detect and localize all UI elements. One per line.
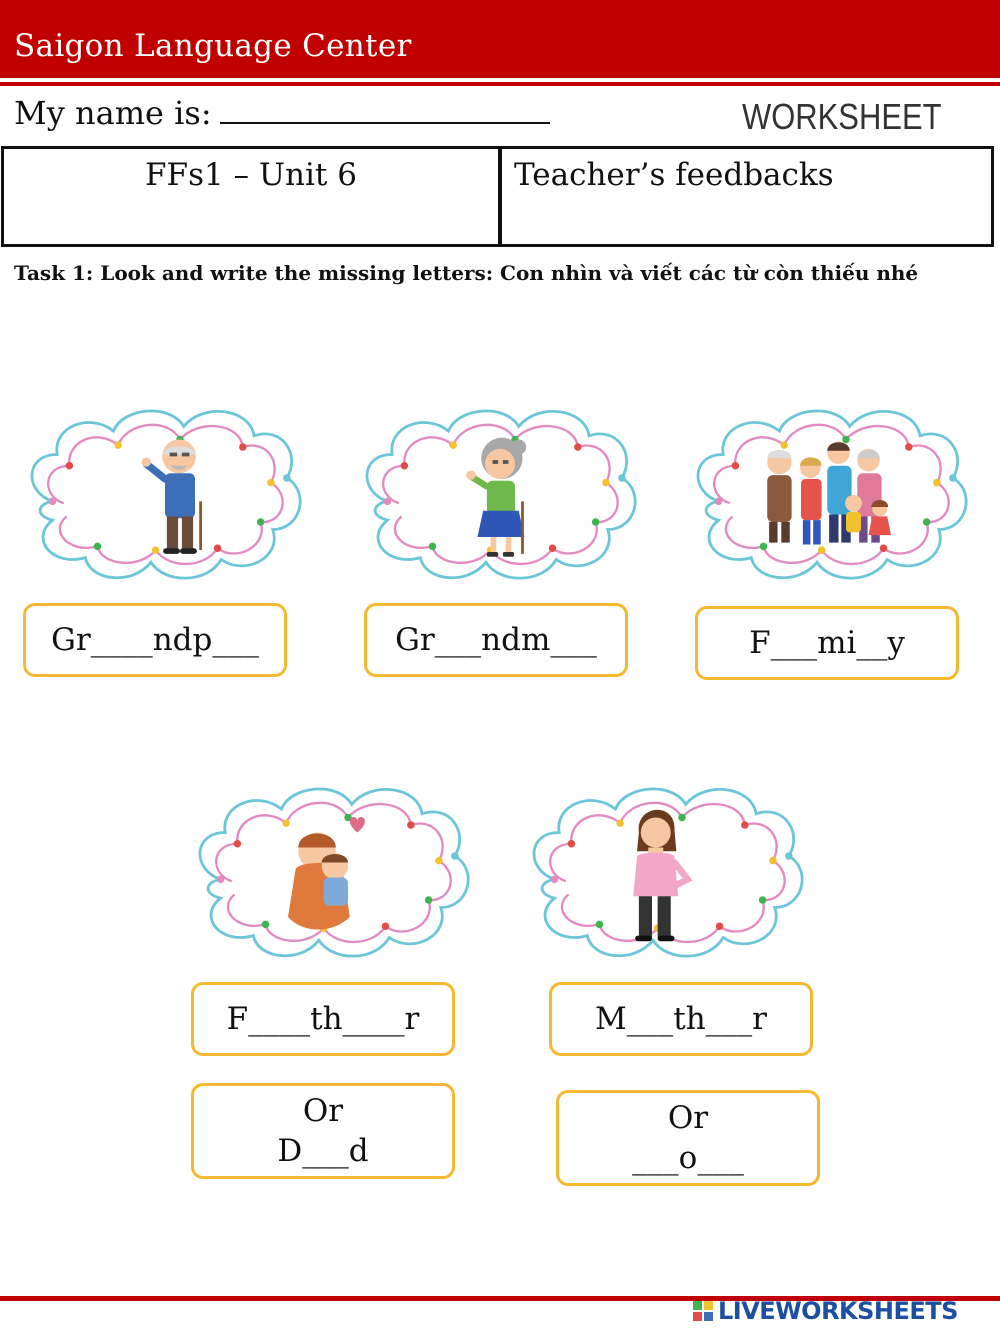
info-table-divider: [498, 149, 502, 244]
mother-icon: [633, 810, 687, 942]
or-label: Or: [302, 1093, 344, 1129]
family-picture: [681, 392, 981, 592]
task-instructions: Task 1: Look and write the missing letters: Con nhìn và viết các từ còn thiếu nhé: [14, 261, 919, 285]
family-answer-box[interactable]: [695, 606, 959, 680]
grandfather-word: Gr____ndp___: [51, 622, 259, 658]
name-input-line[interactable]: [220, 122, 550, 124]
dad-answer-box[interactable]: [191, 1083, 455, 1179]
father-icon: [288, 817, 365, 930]
family-word: F___mi__y: [749, 625, 905, 661]
course-cell: FFs1 – Unit 6: [145, 157, 357, 193]
grandfather-icon: [142, 440, 201, 554]
father-answer-box[interactable]: [191, 982, 455, 1056]
mom-word: ___o___: [632, 1140, 744, 1176]
footer-logo: [692, 1296, 992, 1326]
dad-word: D___d: [277, 1133, 369, 1169]
worksheet-label: WORKSHEET: [742, 96, 942, 137]
grandfather-answer-box[interactable]: [23, 603, 287, 677]
grandmother-icon: [466, 438, 526, 557]
grandfather-picture: [15, 392, 315, 592]
liveworksheets-logo-text: LIVEWORKSHEETS: [718, 1297, 958, 1325]
header-divider: [0, 82, 1000, 86]
name-label: My name is:: [14, 94, 212, 132]
mother-answer-box[interactable]: [549, 982, 813, 1056]
info-table: [1, 146, 994, 247]
grandmother-word: Gr___ndm___: [395, 622, 597, 658]
father-picture: [183, 770, 483, 970]
feedback-cell: Teacher’s feedbacks: [514, 157, 834, 193]
or-label: Or: [667, 1100, 709, 1136]
header-bar: [0, 0, 1000, 78]
family-icon: [767, 441, 891, 544]
mom-answer-box[interactable]: [556, 1090, 820, 1186]
father-word: F____th____r: [226, 1001, 420, 1037]
mother-word: M___th___r: [595, 1001, 767, 1037]
grandmother-answer-box[interactable]: [364, 603, 628, 677]
mother-picture: [517, 770, 817, 970]
grandmother-picture: [350, 392, 650, 592]
header-title: Saigon Language Center: [14, 28, 412, 64]
liveworksheets-logo-icon: [692, 1299, 714, 1323]
